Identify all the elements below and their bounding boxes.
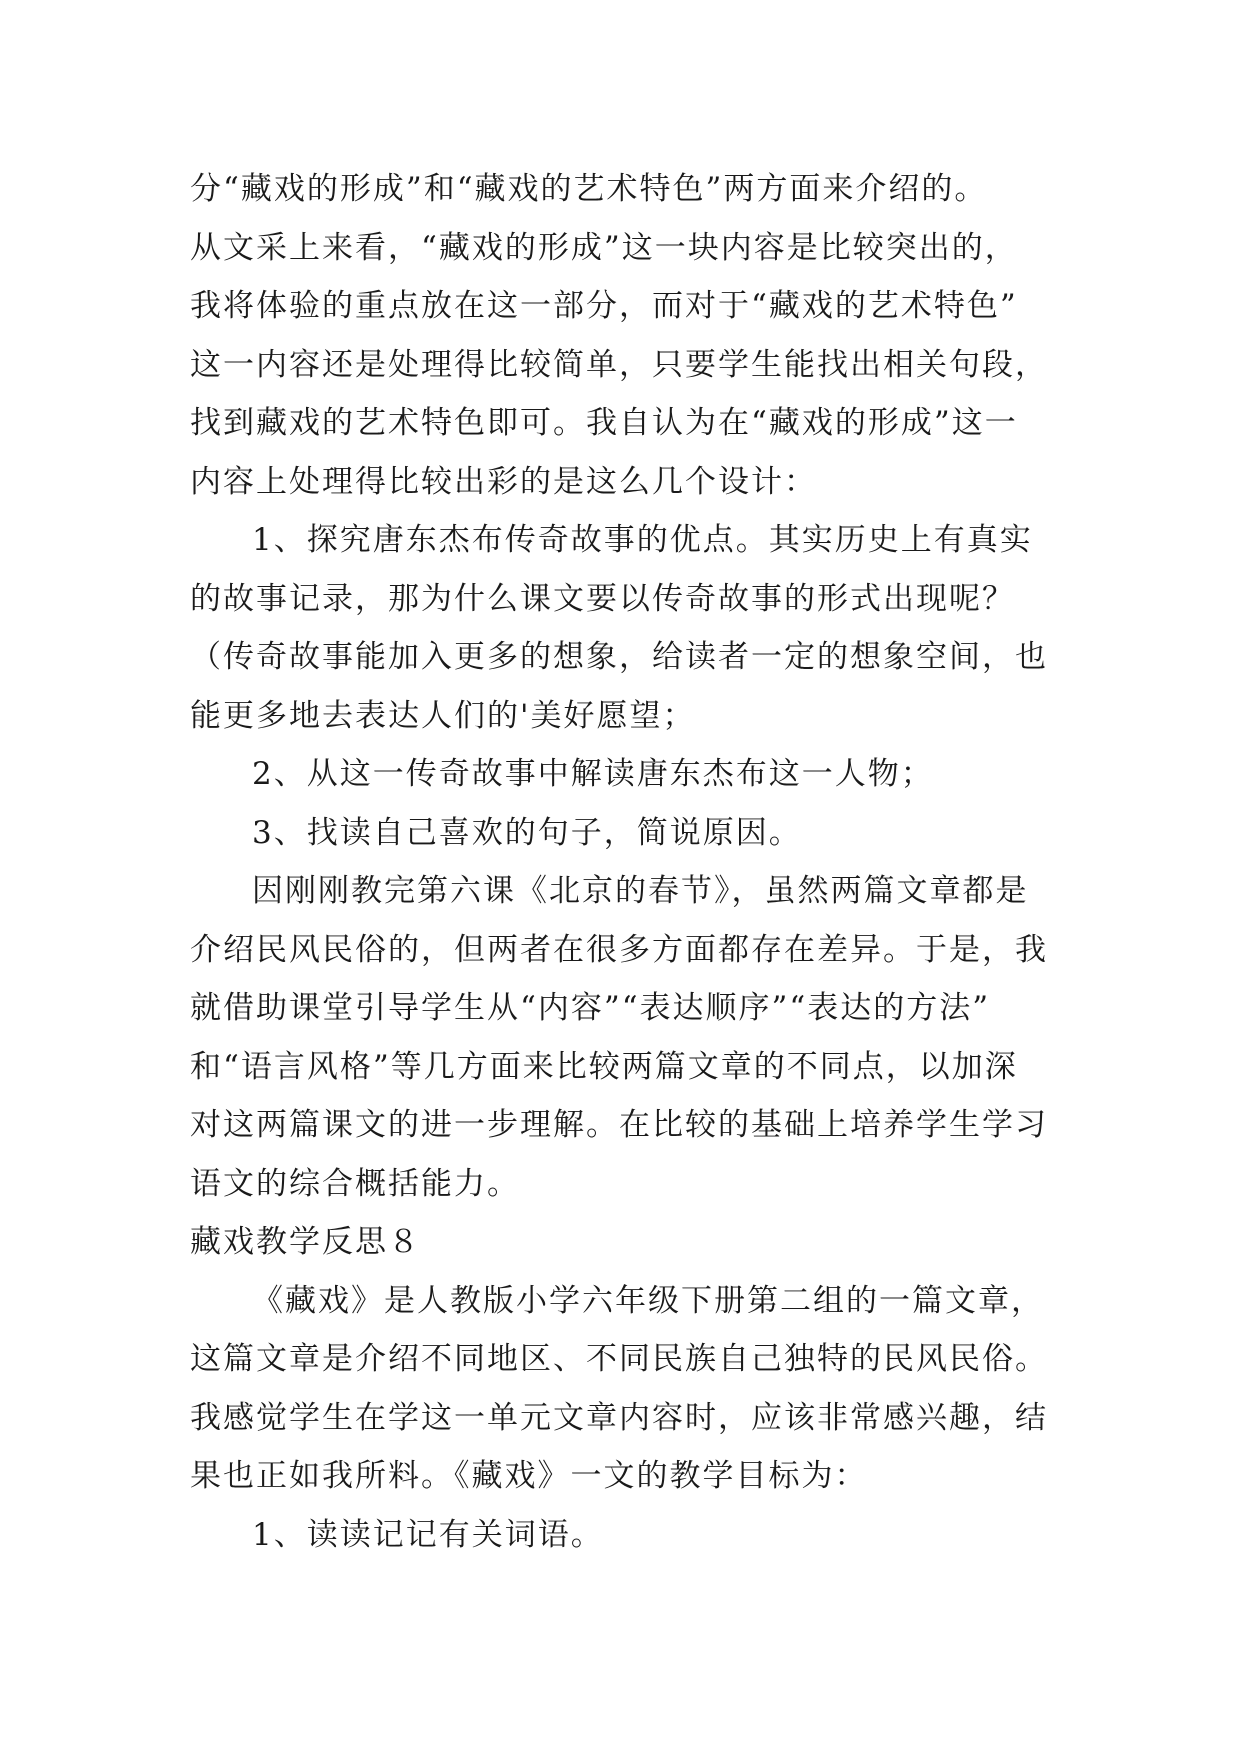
text-line: 的故事记录，那为什么课文要以传奇故事的形式出现呢？ [190, 580, 1015, 617]
text-line: 就借助课堂引导学生从“内容”“表达顺序”“表达的方法” [190, 990, 991, 1026]
text-line: 和“语言风格”等几方面来比较两篇文章的不同点，以加深 [190, 1048, 1018, 1085]
text-line: 能更多地去表达人们的'美好愿望； [190, 697, 696, 734]
text-line: 内容上处理得比较出彩的是这么几个设计： [190, 463, 817, 500]
text-line: 1、探究唐东杰布传奇故事的优点。其实历史上有真实 [252, 522, 1033, 558]
text-line: （传奇故事能加入更多的想象，给读者一定的想象空间，也 [190, 639, 1048, 675]
text-line: 我感觉学生在学这一单元文章内容时，应该非常感兴趣，结 [190, 1399, 1048, 1436]
text-line: 这篇文章是介绍不同地区、不同民族自己独特的民风民俗。 [190, 1341, 1048, 1377]
text-line: 我将体验的重点放在这一部分，而对于“藏戏的艺术特色” [190, 288, 1018, 324]
section-heading: 藏戏教学反思８ [190, 1224, 421, 1260]
text-line: 果也正如我所料。《藏戏》一文的教学目标为： [190, 1458, 868, 1494]
text-line: 介绍民风民俗的，但两者在很多方面都存在差异。于是，我 [190, 931, 1048, 968]
text-line: 找到藏戏的艺术特色即可。我自认为在“藏戏的形成”这一 [190, 405, 1018, 441]
text-line: 2、从这一传奇故事中解读唐东杰布这一人物； [252, 756, 934, 792]
text-line: 对这两篇课文的进一步理解。在比较的基础上培养学生学习 [190, 1107, 1048, 1143]
text-line: 语文的综合概括能力。 [190, 1165, 520, 1202]
text-line: 1、读读记记有关词语。 [252, 1516, 604, 1553]
text-line: 这一内容还是处理得比较简单，只要学生能找出相关句段， [190, 346, 1048, 383]
text-line: 从文采上来看，“藏戏的形成”这一块内容是比较突出的， [190, 229, 1018, 266]
text-line: 分“藏戏的形成”和“藏戏的艺术特色”两方面来介绍的。 [190, 171, 988, 207]
text-line: 因刚刚教完第六课《北京的春节》，虽然两篇文章都是 [252, 873, 1029, 909]
document-body [190, 160, 1070, 1564]
text-line: 3、找读自己喜欢的句子，简说原因。 [252, 814, 802, 851]
text-line: 《藏戏》是人教版小学六年级下册第二组的一篇文章， [252, 1282, 1044, 1319]
